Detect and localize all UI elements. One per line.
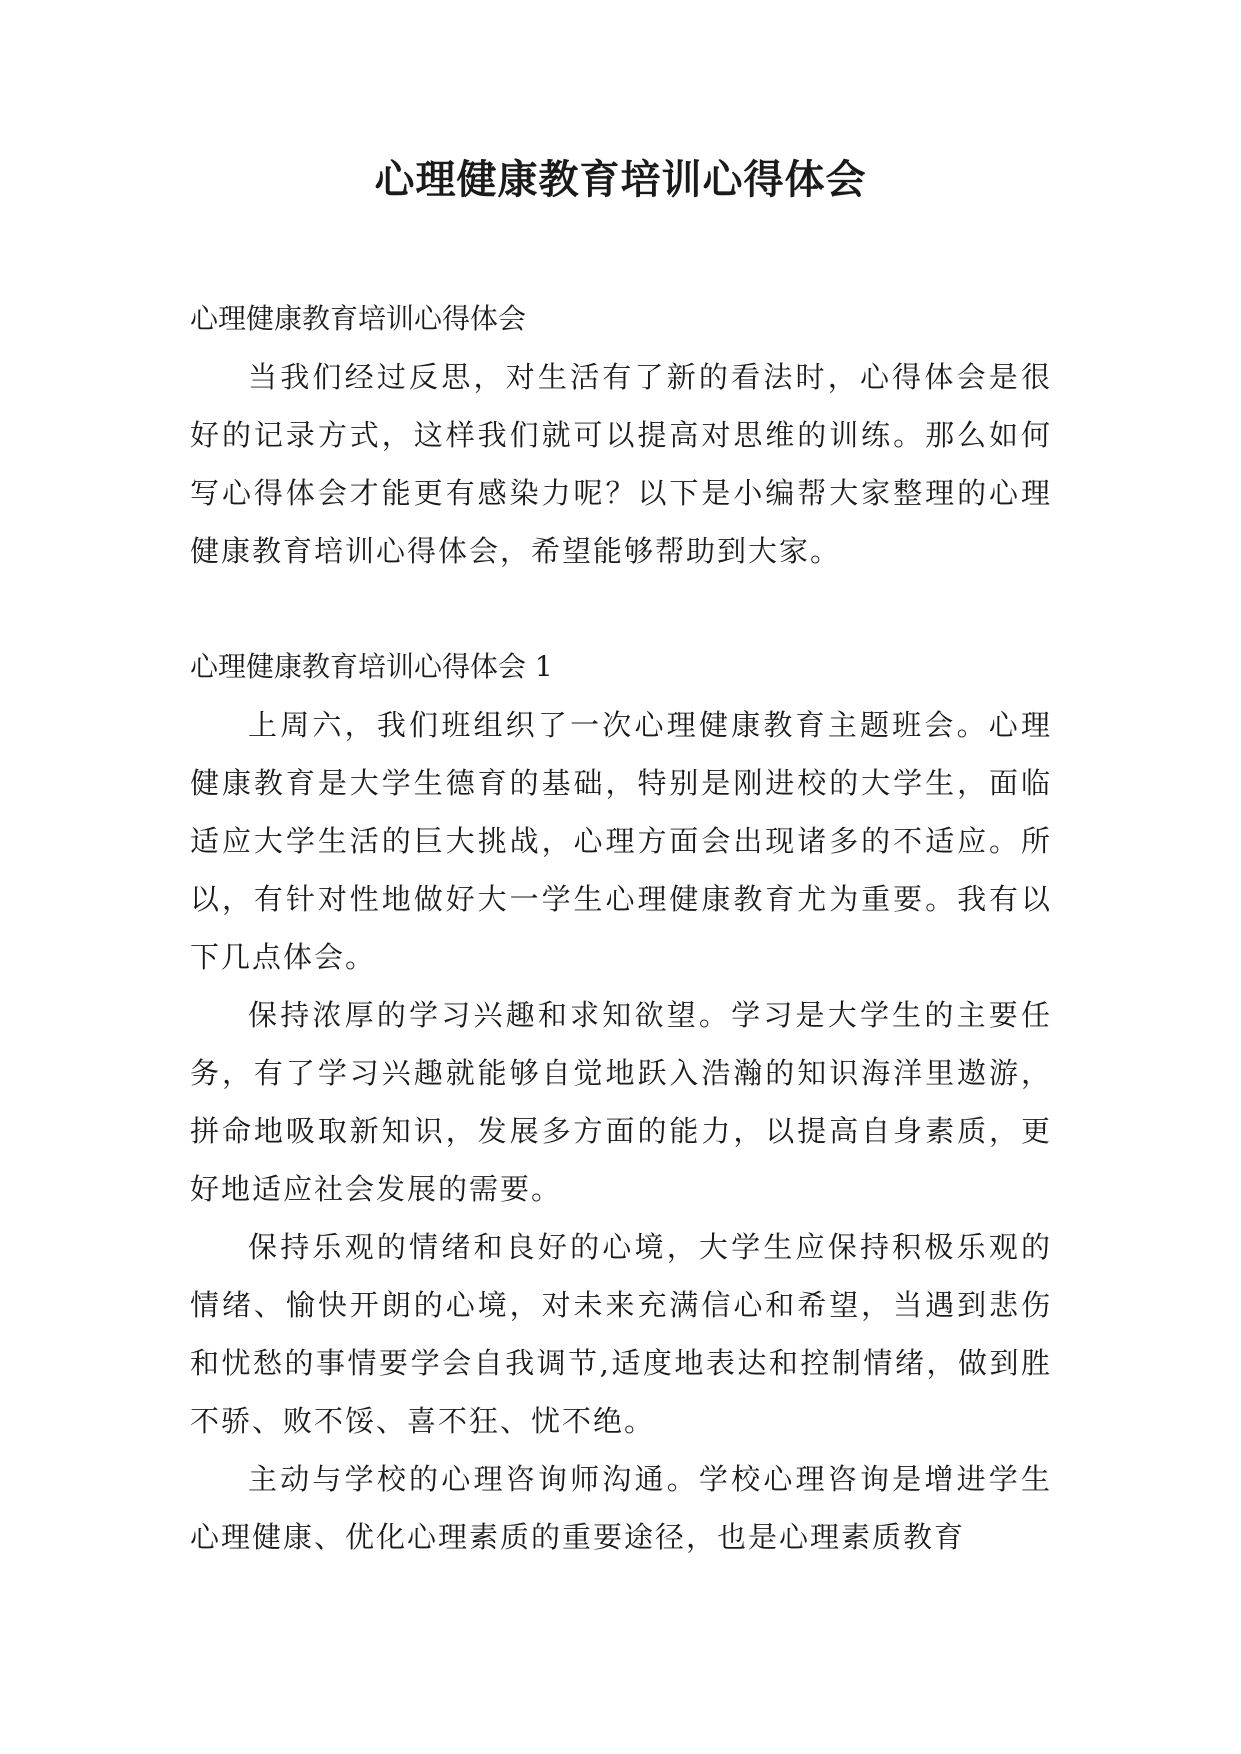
intro-paragraph: 当我们经过反思，对生活有了新的看法时，心得体会是很好的记录方式，这样我们就可以提高对思维的训练。那么如何写心得体会才能更有感染力呢？以下是小编帮大家整理的心理健康教育培训心得体会，希望能够帮助到大家。 [190, 360, 1052, 568]
body-paragraph: 上周六，我们班组织了一次心理健康教育主题班会。心理健康教育是大学生德育的基础，特别是刚进校的大学生，面临适应大学生活的巨大挑战，心理方面会出现诸多的不适应。所以，有针对性地做好大一学生心理健康教育尤为重要。我有以下几点体会。 [190, 708, 1052, 974]
section-spacer [190, 580, 1052, 638]
document-body [190, 290, 1052, 1566]
body-paragraph: 主动与学校的心理咨询师沟通。学校心理咨询是增进学生心理健康、优化心理素质的重要途径，也是心理素质教育 [190, 1462, 1052, 1554]
document-title: 心理健康教育培训心得体会 [374, 156, 867, 203]
section1-heading: 心理健康教育培训心得体会 1 [190, 650, 553, 683]
intro-heading: 心理健康教育培训心得体会 [190, 302, 527, 335]
body-paragraph: 保持乐观的情绪和良好的心境，大学生应保持积极乐观的情绪、愉快开朗的心境，对未来充满信心和希望，当遇到悲伤和忧愁的事情要学会自我调节,适度地表达和控制情绪，做到胜不骄、败不馁、喜不狂、忧不绝。 [190, 1230, 1052, 1438]
body-paragraph: 保持浓厚的学习兴趣和求知欲望。学习是大学生的主要任务，有了学习兴趣就能够自觉地跃入浩瀚的知识海洋里遨游，拼命地吸取新知识，发展多方面的能力，以提高自身素质，更好地适应社会发展的需要。 [190, 998, 1052, 1206]
